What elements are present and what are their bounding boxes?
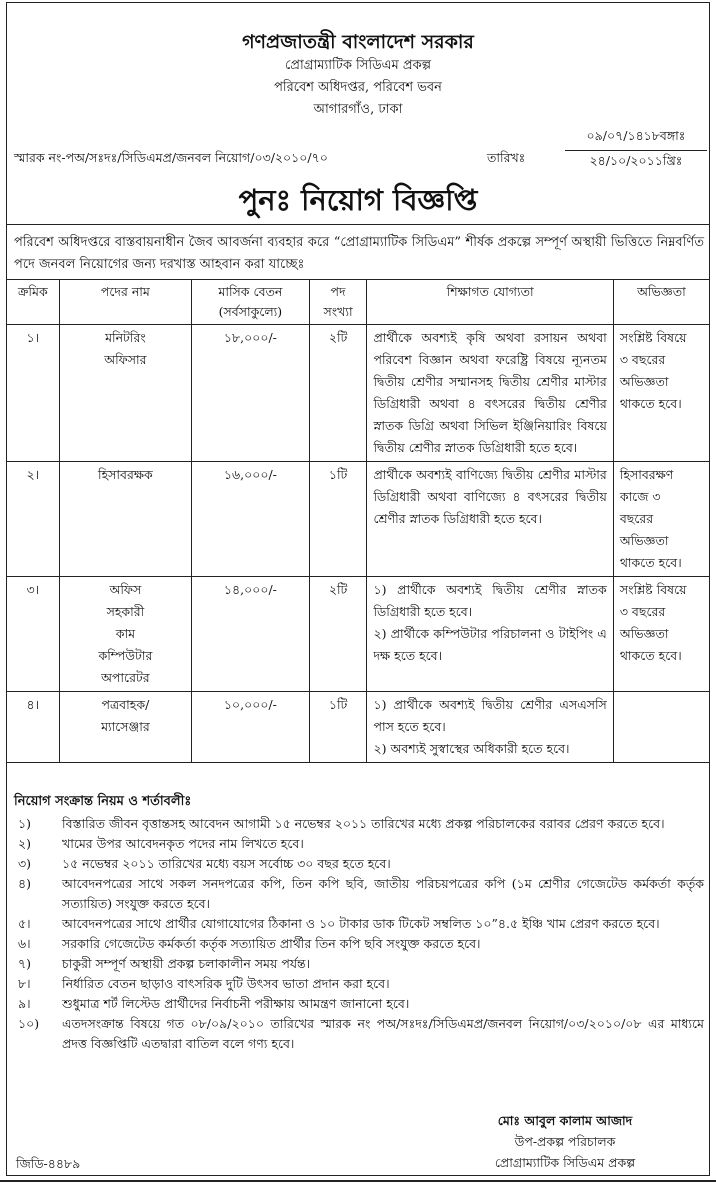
row-post: অফিস সহকারী কাম কম্পিউটার অপারেটর <box>59 577 191 692</box>
rule-number: ৩) <box>18 856 32 871</box>
row-education: ১) প্রার্থীকে অবশ্যই দ্বিতীয় শ্রেণীর স্নাতক ডিগ্রিধারী হতে হবে। ২) প্রার্থীকে কম্পিউটার পরিচালনা ও টাইপিং এ দক্ষ হতে হবে। <box>367 577 613 692</box>
bottom-divider <box>0 1180 716 1182</box>
rule-text: আবেদনপত্রের সাথে সকল সনদপত্রের কপি, তিন কপি ছবি, জাতীয় পরিচয়পত্রের কপি (১ম শ্রেণীর গেজেটেড কর্মকর্তা কর্তৃক সত্যায়িত) সংযুক্ত করতে হবে। <box>62 876 704 911</box>
signatory-designation: উপ-প্রকল্প পরিচালক <box>514 1134 616 1149</box>
signatory-project: প্রোগ্রাম্যাটিক সিডিএম প্রকল্প <box>494 1155 636 1170</box>
date-english: ২৪/১০/২০১১খ্রিঃ <box>589 153 683 168</box>
gd-number: জিডি-৪৪৮৯ <box>16 1156 81 1171</box>
row-salary: ১৬,০০০/- <box>192 462 310 577</box>
row-count: ১টি <box>309 462 367 577</box>
row-serial: ২। <box>7 462 60 577</box>
rule-number: ৪) <box>18 876 31 891</box>
rules-heading: নিয়োগ সংক্রান্ত নিয়ম ও শর্তাবলীঃ <box>14 794 192 809</box>
government-title: গণপ্রজাতন্ত্রী বাংলাদেশ সরকার <box>242 31 474 53</box>
header-serial: ক্রমিক <box>7 280 60 325</box>
office-location: আগারগাঁও, ঢাকা <box>313 102 403 117</box>
list-item <box>14 934 704 954</box>
header-experience: অভিজ্ঞতা <box>613 280 709 325</box>
rule-text: খামের উপর আবেদনকৃত পদের নাম লিখতে হবে। <box>62 836 304 851</box>
department-name: পরিবেশ অধিদপ্তর, পরিবেশ ভবন <box>274 80 442 95</box>
row-salary: ১৮,০০০/- <box>192 325 310 462</box>
table-row <box>7 325 710 462</box>
row-count: ২টি <box>309 577 367 692</box>
row-experience <box>613 692 709 763</box>
title-divider <box>6 224 710 225</box>
header-post: পদের নাম <box>59 280 191 325</box>
list-item <box>14 814 704 834</box>
rules-list <box>14 814 704 1054</box>
rule-text: বিস্তারিত জীবন বৃত্তান্তসহ আবেদন আগামী ১৫ নভেম্বর ২০১১ তারিখের মধ্যে প্রকল্প পরিচালকের বরাবর প্রেরণ করতে হবে। <box>62 816 665 831</box>
row-education: প্রার্থীকে অবশ্যই কৃষি অথবা রসায়ন অথবা পরিবেশ বিজ্ঞান অথবা ফরেষ্ট্রি বিষয়ে ন্যূনতম দ্বিতীয় শ্রেণীর সম্মানসহ দ্বিতীয় শ্রেণীর মাস্টার ডিগ্রিধারী অথবা ৪ বৎসরের দ্বিতীয় শ্রেণীর স্নাতক ডিগ্রি অথবা সিভিল ইঞ্জিনিয়ারিং বিষয়ে দ্বিতীয় শ্রেণীর স্নাতক ডিগ্রিধারী হতে হবে। <box>367 325 613 462</box>
rule-text: আবেদনপত্রের সাথে প্রার্থীর যোগাযোগের ঠিকানা ও ১০ টাকার ডাক টিকেট সম্বলিত ১০”৪.৫ ইঞ্চি খাম প্রেরণ করতে হবে। <box>62 916 660 931</box>
header-education: শিক্ষাগত যোগ্যতা <box>367 280 613 325</box>
row-experience: হিসাবরক্ষণ কাজে ৩ বছরের অভিজ্ঞতা থাকতে হবে। <box>613 462 709 577</box>
notice-title: পুনঃ নিয়োগ বিজ্ঞপ্তি <box>238 183 478 217</box>
row-post: পত্রবাহক/ ম্যাসেঞ্জার <box>59 692 191 763</box>
rule-number: ৫। <box>18 916 31 931</box>
list-item <box>14 854 704 874</box>
memo-number: স্মারক নং-পঅ/সঃদঃ/সিডিএমপ্র/জনবল নিয়োগ/০৩/২০১০/৭০ <box>14 150 328 165</box>
header-salary: মাসিক বেতন (সর্বসাকুল্যে) <box>192 280 310 325</box>
rule-text: নির্ধারিত বেতন ছাড়াও বাৎসরিক দুটি উৎসব ভাতা প্রদান করা হবে। <box>62 976 390 991</box>
rule-text: এতদসংক্রান্ত বিষয়ে গত ০৮/০৯/২০১০ তারিখের স্মারক নং পঅ/সঃদঃ/সিডিএমপ্র/জনবল নিয়োগ/০৩/২০১০/০৮ এর মাধ্যমে প্রদত্ত বিজ্ঞপ্তিটি এতদ্বারা বাতিল বলে গণ্য হবে। <box>62 1016 704 1051</box>
rule-number: ১০) <box>18 1016 40 1031</box>
row-experience: সংশ্লিষ্ট বিষয়ে ৩ বছরের অভিজ্ঞতা থাকতে হবে। <box>613 325 709 462</box>
row-count: ২টি <box>309 325 367 462</box>
signature-block <box>420 1110 710 1173</box>
rule-number: ৯। <box>18 996 31 1011</box>
rule-text: শুধুমাত্র শর্ট লিস্টেড প্রার্থীদের নির্বাচনী পরীক্ষায় আমন্ত্রণ জানানো হবে। <box>62 996 410 1011</box>
list-item <box>14 994 704 1014</box>
rule-text: সরকারি গেজেটেড কর্মকর্তা কর্তৃক সত্যায়িত প্রার্থীর তিন কপি ছবি সংযুক্ত করতে হবে। <box>62 936 481 951</box>
row-serial: ৩। <box>7 577 60 692</box>
row-salary: ১৪,০০০/- <box>192 577 310 692</box>
date-label: তারিখঃ <box>487 150 526 165</box>
row-education: ১) প্রার্থীকে অবশ্যই দ্বিতীয় শ্রেণীর এসএসসি পাস হতে হবে। ২) অবশ্যই সুস্বাস্থের অধিকারী হতে হবে। <box>367 692 613 763</box>
row-post: হিসাবরক্ষক <box>59 462 191 577</box>
row-post: মনিটরিং অফিসার <box>59 325 191 462</box>
date-box <box>565 128 707 173</box>
table-row <box>7 692 710 763</box>
row-serial: ৪। <box>7 692 60 763</box>
rule-number: ৭) <box>18 956 32 971</box>
rule-number: ৮। <box>18 976 31 991</box>
row-count: ১টি <box>309 692 367 763</box>
intro-paragraph: পরিবেশ অধিদপ্তরে বাস্তবায়নাধীন জৈব আবর্জনা ব্যবহার করে “প্রোগ্রাম্যাটিক সিডিএম” শীর্ষক প্রকল্পে সম্পূর্ণ অস্থায়ী ভিত্তিতে নিম্নবর্ণিত পদে জনবল নিয়োগের জন্য দরখাস্ত আহবান করা যাচ্ছেঃ <box>14 235 704 272</box>
list-item <box>14 874 704 914</box>
rule-text: চাকুরী সম্পূর্ণ অস্থায়ী প্রকল্প চলাকালীন সময় পর্যন্ত। <box>62 956 311 971</box>
table-header-row <box>7 280 710 325</box>
project-name: প্রোগ্রাম্যাটিক সিডিএম প্রকল্প <box>285 58 431 73</box>
row-experience: সংশ্লিষ্ট বিষয়ে ৩ বছরের অভিজ্ঞতা থাকতে হবে। <box>613 577 709 692</box>
row-serial: ১। <box>7 325 60 462</box>
list-item <box>14 1014 704 1054</box>
row-salary: ১০,০০০/- <box>192 692 310 763</box>
table-row <box>7 462 710 577</box>
date-bangla: ০৯/০৭/১৪১৮বঙ্গাঃ <box>565 128 707 151</box>
signatory-name: মোঃ আবুল কালাম আজাদ <box>497 1113 633 1128</box>
rule-text: ১৫ নভেম্বর ২০১১ তারিখের মধ্যে বয়স সর্বোচ্চ ৩০ বছর হতে হবে। <box>62 856 391 871</box>
rule-number: ১) <box>18 816 31 831</box>
row-education: প্রার্থীকে অবশ্যই বাণিজ্যে দ্বিতীয় শ্রেণীর মাস্টার ডিগ্রিধারী অথবা বাণিজ্যে ৪ বৎসরের দ্বিতীয় শ্রেণীর স্নাতক ডিগ্রিধারী হতে হবে। <box>367 462 613 577</box>
header-count: পদ সংখ্যা <box>309 280 367 325</box>
rule-number: ৬। <box>18 936 31 951</box>
list-item <box>14 954 704 974</box>
list-item <box>14 834 704 854</box>
rule-number: ২) <box>18 836 32 851</box>
table-row <box>7 577 710 692</box>
list-item <box>14 914 704 934</box>
posts-table <box>6 279 710 763</box>
list-item <box>14 974 704 994</box>
